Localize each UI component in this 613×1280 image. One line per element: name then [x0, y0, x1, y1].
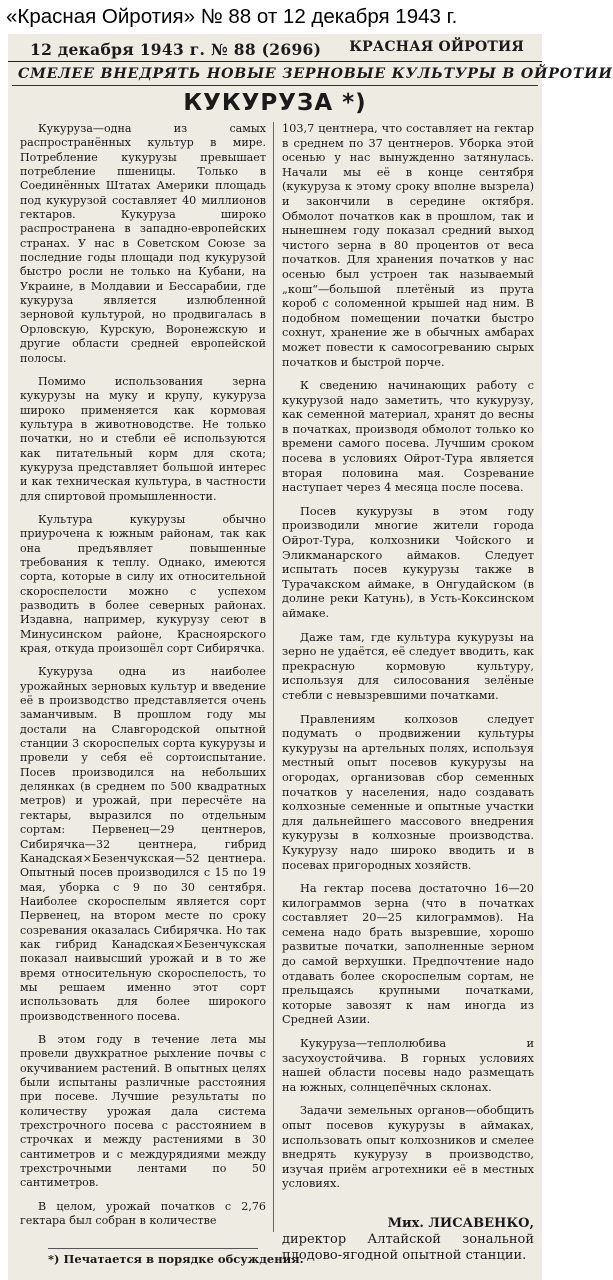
author-position: директор Алтайской зональной плодово-ягодной опытной станции. [282, 1232, 534, 1263]
author-name: Мих. ЛИСАВЕНКО, [387, 1216, 534, 1231]
paragraph: Посев кукурузы в этом году производили многие жители города Ойрот-Тура, колхозники Чойского и Эликманарского аймаков. Следует испытать посев кукурузы также в Турачакском аймаке, в Онгудайском (в долине реки Катунь), в Усть-Коксинском аймаке. [282, 504, 534, 620]
page-caption: «Красная Ойротия» № 88 от 12 декабря 1943 г. [6, 5, 458, 28]
paragraph: В целом, урожай початков с 2,76 гектара был собран в количестве [20, 1199, 266, 1228]
paragraph: Задачи земельных органов—обобщить опыт посевов кукурузы в аймаках, использовать опыт колхозников и смелее внедрять кукурузу в производство, изучая приём агротехники её в местных условиях. [282, 1104, 534, 1191]
paragraph: Помимо использования зерна кукурузы на муку и крупу, кукуруза широко применяется как кормовая культура в животноводстве. Не только початки, но и стебли её используются как питательный корм для скота; кукуруза представляет большой интерес и как техническая культура, в частности для спиртовой промышленности. [20, 374, 266, 503]
article-right-column [282, 122, 534, 1201]
issue-date-number: 12 декабря 1943 г. № 88 (2696) [30, 40, 322, 59]
paragraph: Культура кукурузы обычно приурочена к южным районам, так как она предъявляет повышенные требования к теплу. Однако, имеются сорта, которые в силу их относительной скороспелости можно с успехом разводить в более северных районах. Издавна, например, кукурузу сеют в Минусинском районе, Красноярского края, откуда произошёл сорт Сибирячка. [20, 512, 266, 656]
paragraph: Кукуруза—теплолюбива и засухоустойчива. В горных условиях нашей области посевы надо размещать на южных, солнцепёчных склонах. [282, 1037, 534, 1094]
banner-text: СМЕЛЕЕ ВНЕДРЯТЬ НОВЫЕ ЗЕРНОВЫЕ КУЛЬТУРЫ В ОЙРОТИИ [18, 66, 613, 82]
paragraph: На гектар посева достаточно 16—20 килограммов зерна (что в початках составляет 20—25 килограммов). На семена надо брать вызревшие, хорошо развитые початки, заполненные зерном до самой верхушки. Предпочтение надо отдавать более скороспелым сортам, не прельщаясь крупными початками, которые завозят к нам иногда из Средней Азии. [282, 882, 534, 1027]
column-divider [273, 122, 274, 1232]
paragraph: Даже там, где культура кукурузы на зерно не удаётся, её следует вводить, как прекрасную кормовую культуру, используя для силосования зелёные стебли с невызревшими початками. [282, 630, 534, 702]
paragraph: 103,7 центнера, что составляет на гектар в среднем по 37 центнеров. Уборка этой осенью у нас вынужденно затянулась. Начали мы её в конце сентября (кукуруза к этому сроку вполне вызрела) и закончили в середине октября. Обмолот початков как в прошлом, так и нынешнем году показал средний выход чистого зерна в 80 процентов от веса початков. Для хранения початков у нас осенью был устроен так называемый „кош“—большой плетёный из прута короб с соломенной крышей над ним. В подобном помещении початки быстро сохнут, хранение же в обычных амбарах может повести к самосогреванию сырых початков и быстрой порче. [282, 122, 534, 369]
paragraph: В этом году в течение лета мы провели двухкратное рыхление почвы с окучиванием растений. В опытных целях были испытаны различные расстояния при посеве. Лучшие результаты по количеству урожая дала система трехстрочного посева с расстоянием в строчках и между растениями в 30 сантиметров и с междурядиями между трехстрочными лентами по 50 сантиметров. [20, 1032, 266, 1190]
newspaper-page [8, 34, 613, 1280]
footnote: *) Печатается в порядке обсуждения. [48, 1248, 258, 1266]
paragraph: Правлениям колхозов следует подумать о продвижении культуры кукурузы на артельных полях, используя местный опыт посевов кукурузы на огородах, организовав сбор семенных початков у населения, надо создавать колхозные семенные и опытные участки для дальнейшего массового внедрения кукурузы в колхозные производства. Кукурузу надо широко вводить и в посевах пригородных хозяйств. [282, 712, 534, 872]
paragraph: Кукуруза одна из наиболее урожайных зерновых культур и введение её в производство представляется очень заманчивым. В прошлом году мы достали на Славгородской опытной станции 3 скороспелых сорта кукурузы и провели у себя её сортоиспытание. Посев производился на небольших делянках (в среднем по 500 квадратных метров) и урожай, при пересчёте на гектары, выразился по отдельным сортам: Первенец—29 центнеров, Сибирячка—32 центнера, гибрид Канадская×Безенчукская—52 центнера. Опытный посев производился с 15 по 19 мая, уборка с 9 по 30 сентября. Наиболее скороспелым является сорт Первенец, на втором месте по сроку созревания оказалась Сибирячка. Но так как гибрид Канадская×Безенчукская показал наивысший урожай и в то же время относительную скороспелость, то мы решаем именно этот сорт использовать для более широкого производственного посева. [20, 665, 266, 1023]
paragraph: К сведению начинающих работу с кукурузой надо заметить, что кукурузу, как семенной материал, хранят до весны в початках, производя обмолот только ко времени самого посева. Лучшим сроком посева в условиях Ойрот-Тура является вторая половина мая. Созревание наступает через 4 месяца после посева. [282, 379, 534, 495]
paragraph: Кукуруза—одна из самых распространённых культур в мире. Потребление кукурузы превышает потребление пшеницы. Только в Соединённых Штатах Америки площадь под кукурузой составляет 40 миллионов гектаров. Кукуруза широко распространена в западно-европейских странах. У нас в Советском Союзе за последние годы площади под кукурузой быстро росли не только на Кубани, на Украине, в Молдавии и Бессарабии, где кукуруза является излюбленной зерновой культурой, но продвигалась в Орловскую, Курскую, Воронежскую и другие области средней европейской полосы. [20, 122, 266, 365]
section-banner [12, 64, 613, 86]
masthead [8, 36, 542, 62]
author-signature [282, 1216, 534, 1264]
newspaper-name: КРАСНАЯ ОЙРОТИЯ [349, 39, 524, 55]
article-title: КУКУРУЗА *) [183, 90, 367, 116]
article-left-column [20, 122, 266, 1237]
